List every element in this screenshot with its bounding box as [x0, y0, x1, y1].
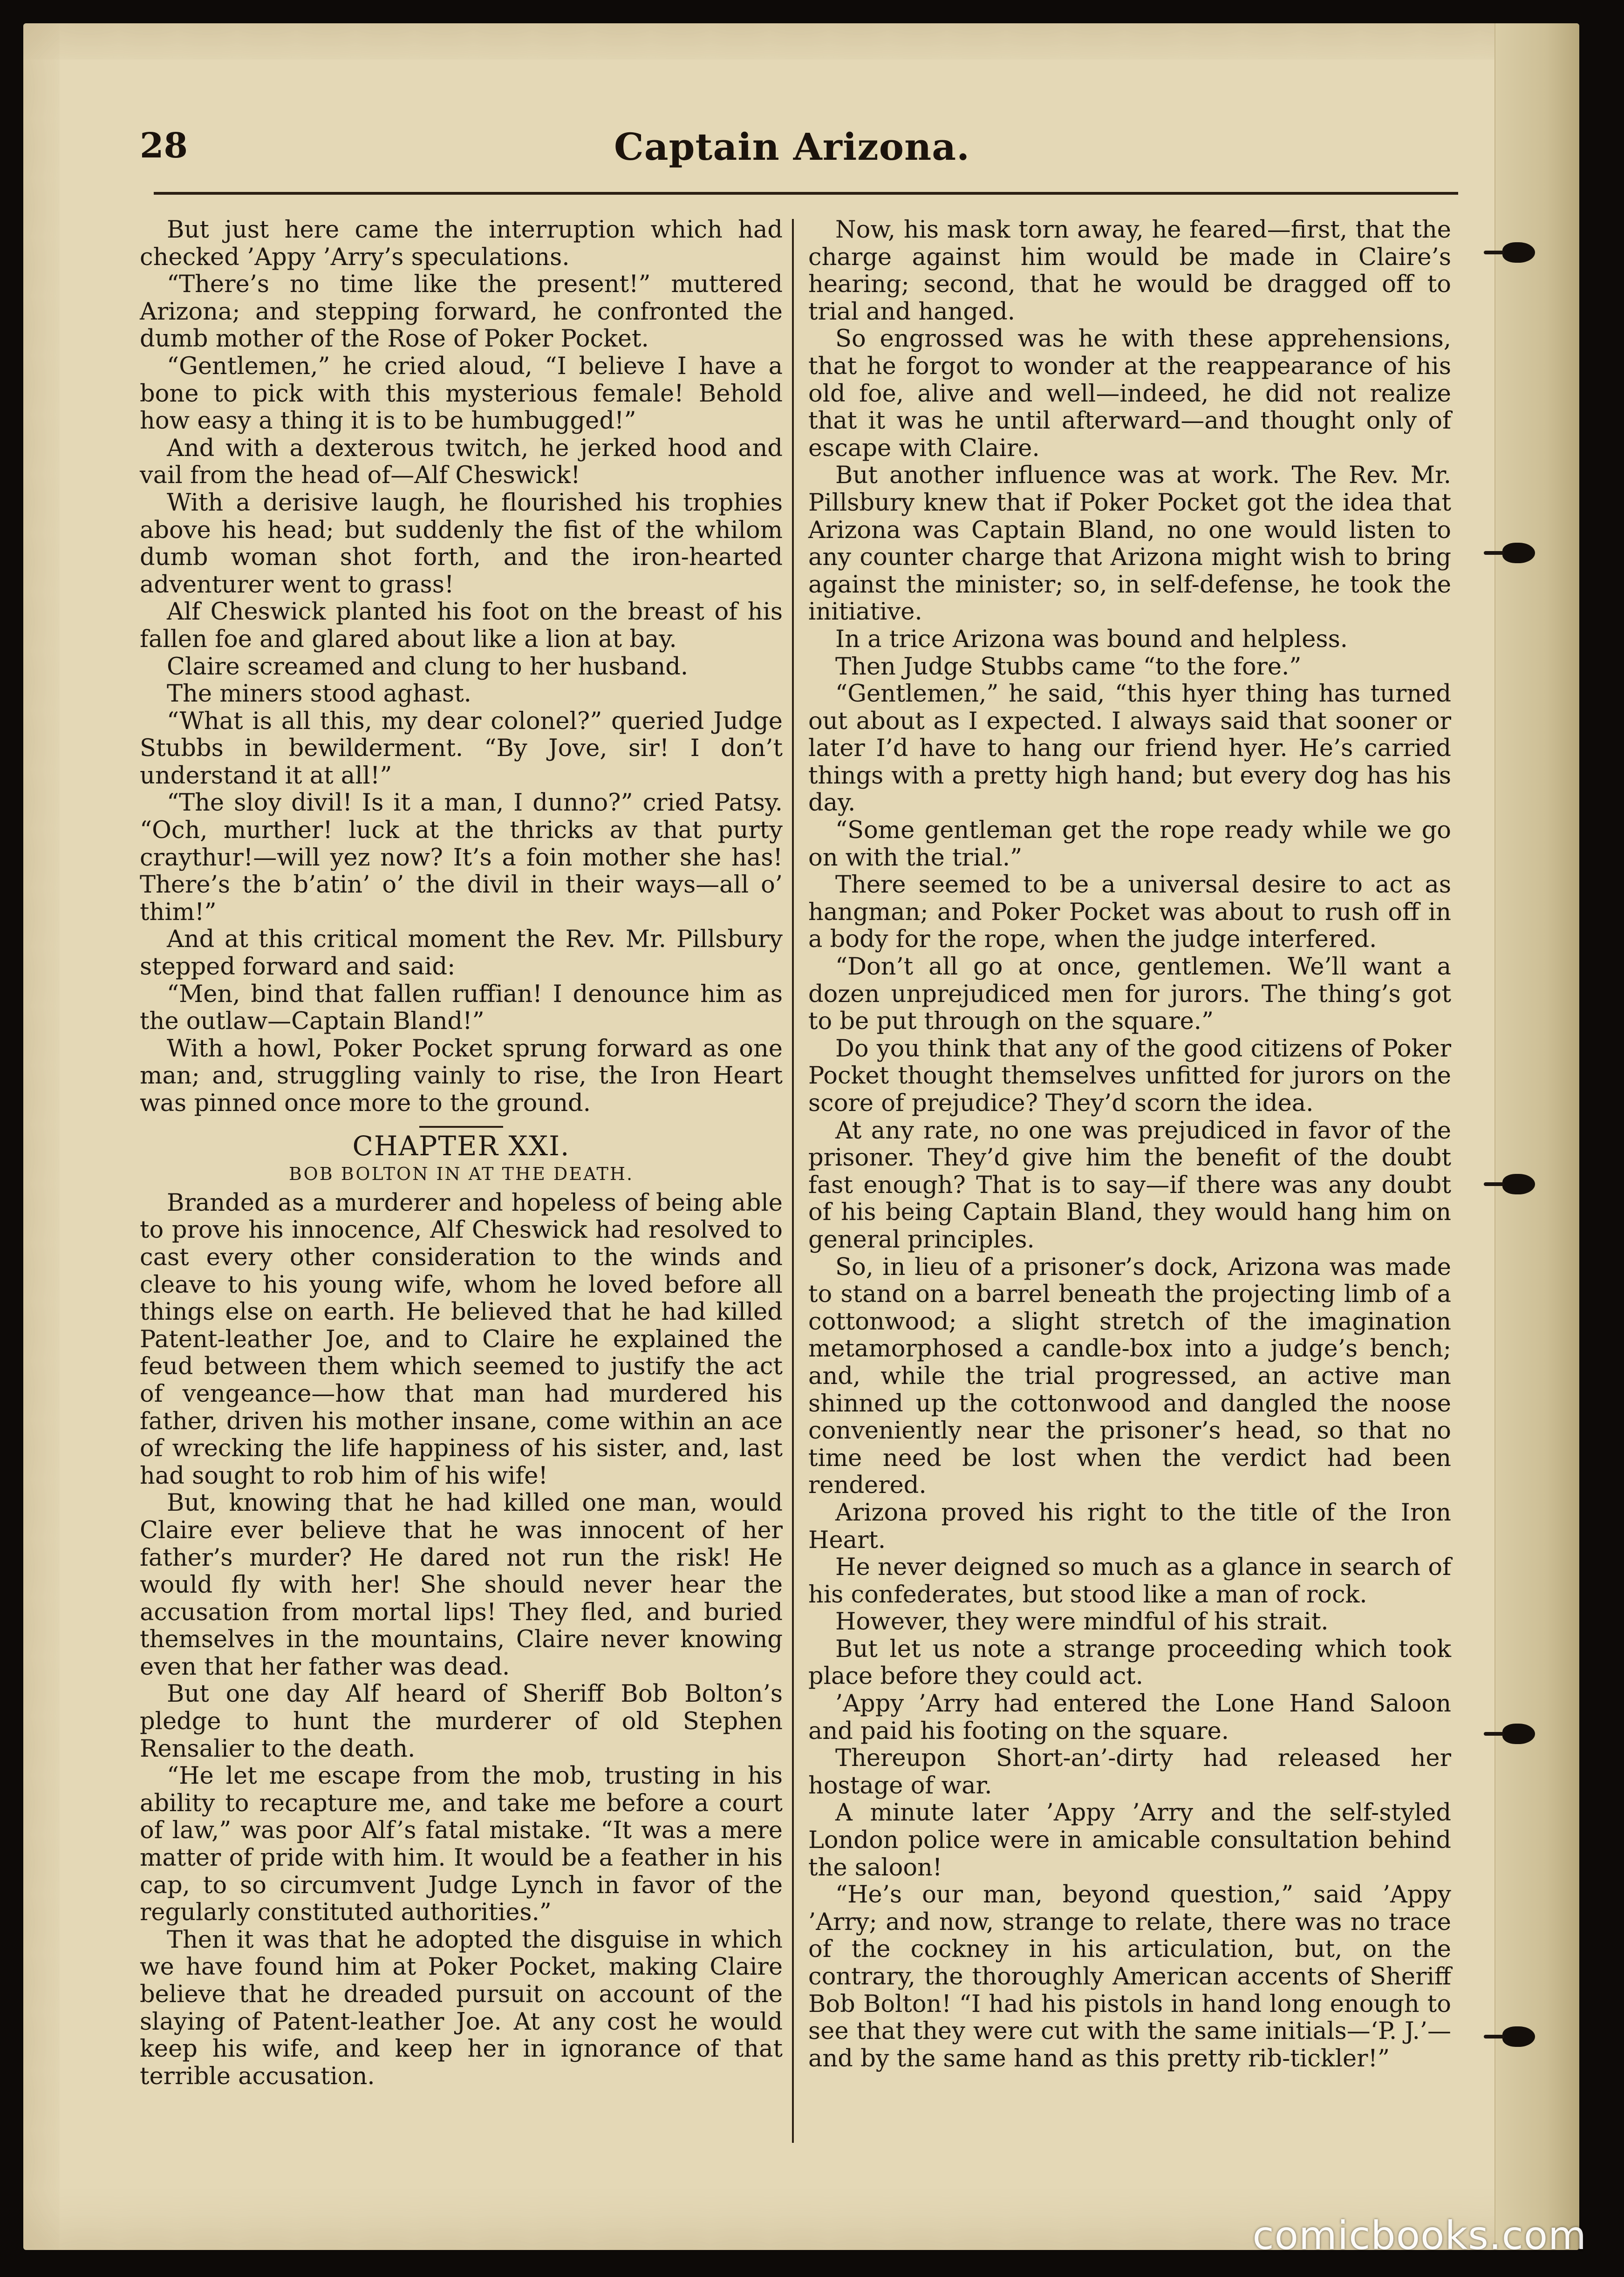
- paragraph: But just here came the interruption which had checked ’Appy ’Arry’s speculations.: [140, 216, 783, 271]
- paragraph: He never deigned so much as a glance in search of his confederates, but stood like a man of rock.: [808, 1554, 1451, 1609]
- binding-hole: [1502, 543, 1535, 563]
- paragraph: But, knowing that he had killed one man, would Claire ever believe that he was innocent of her father’s murder? He dared not run the risk! He would fly with her! She should never hear the accusation from mortal lips! They fled, and buried themselves in the mountains, Claire never knowing even that her father was dead.: [140, 1489, 783, 1681]
- paragraph: “Gentlemen,” he said, “this hyer thing has turned out about as I expected. I always said that sooner or later I’d have to hang our friend hyer. He’s carried things with a pretty high hand; but every dog has his day.: [808, 680, 1451, 817]
- paragraph: “There’s no time like the present!” muttered Arizona; and stepping forward, he confronted the dumb mother of the Rose of Poker Pocket.: [140, 271, 783, 353]
- chapter-title: CHAPTER XXI.: [352, 1130, 570, 1162]
- paragraph: Arizona proved his right to the title of the Iron Heart.: [808, 1499, 1451, 1554]
- left-column: [140, 217, 783, 2182]
- right-column: [808, 217, 1451, 2182]
- paragraph: Then it was that he adopted the disguise in which we have found him at Poker Pocket, making Claire believe that he dreaded pursuit on account of the slaying of Patent-leather Joe. At any cost he would keep his wife, and keep her in ignorance of that terrible accusation.: [140, 1926, 783, 2090]
- paragraph: “Don’t all go at once, gentlemen. We’ll want a dozen unprejudiced men for jurors. The thing’s got to be put through on the square.”: [808, 953, 1451, 1036]
- binding-hole: [1502, 1174, 1535, 1194]
- paragraph: Do you think that any of the good citizens of Poker Pocket thought themselves unfitted for jurors on the score of prejudice? They’d scorn the idea.: [808, 1035, 1451, 1117]
- paragraph: At any rate, no one was prejudiced in favor of the prisoner. They’d give him the benefit of the doubt fast enough? That is to say—if there was any doubt of his being Captain Bland, they would hang him on general principles.: [808, 1117, 1451, 1254]
- paragraph: But let us note a strange proceeding which took place before they could act.: [808, 1635, 1451, 1691]
- binding-hole: [1502, 2026, 1535, 2047]
- watermark: comicbooks.com: [1252, 2213, 1587, 2258]
- chapter-rule: [419, 1126, 503, 1128]
- paragraph: So engrossed was he with these apprehensions, that he forgot to wonder at the reappearance of his old foe, alive and well—indeed, he did not realize that it was he until afterward—and thought only of escape with Claire.: [808, 325, 1451, 462]
- paragraph: Then Judge Stubbs came “to the fore.”: [835, 653, 1302, 681]
- page-right-edge: [1494, 23, 1579, 2250]
- paragraph: “Men, bind that fallen ruffian! I denounce him as the outlaw—Captain Bland!”: [140, 980, 783, 1036]
- running-title: Captain Arizona.: [614, 125, 970, 169]
- page-header: [126, 121, 1458, 182]
- paragraph: But another influence was at work. The Rev. Mr. Pillsbury knew that if Poker Pocket got the idea that Arizona was Captain Bland, no one would listen to any counter charge that Arizona might wish to bring against the minister; so, in self-defense, he took the initiative.: [808, 462, 1451, 626]
- paragraph: Thereupon Short-an’-dirty had released her hostage of war.: [808, 1745, 1451, 1800]
- page-number: 28: [140, 126, 188, 166]
- paragraph: “The sloy divil! Is it a man, I dunno?” cried Patsy. “Och, murther! luck at the thricks av that purty craythur!—will yez now? It’s a foin mother she has! There’s the b’atin’ o’ the divil in their ways—all o’ thim!”: [140, 789, 783, 926]
- paragraph: With a howl, Poker Pocket sprung forward as one man; and, struggling vainly to rise, the Iron Heart was pinned once more to the ground.: [140, 1035, 783, 1117]
- paragraph: “Gentlemen,” he cried aloud, “I believe I have a bone to pick with this mysterious female! Behold how easy a thing it is to be humbugged!”: [140, 352, 783, 435]
- paragraph: Branded as a murderer and hopeless of being able to prove his innocence, Alf Cheswick had resolved to cast every other consideration to the winds and cleave to his young wife, whom he loved before all things else on earth. He believed that he had killed Patent-leather Joe, and to Claire he explained the feud between them which seemed to justify the act of vengeance—how that man had murdered his father, driven his mother insane, come within an ace of wrecking the life happiness of his sister, and, last had sought to rob him of his wife!: [140, 1189, 783, 1490]
- chapter-paragraphs: [140, 1190, 783, 2091]
- paragraph: “He let me escape from the mob, trusting in his ability to recapture me, and take me before a court of law,” was poor Alf’s fatal mistake. “It was a mere matter of pride with him. It would be a feather in his cap, to so circumvent Judge Lynch in favor of the regularly constituted authorities.”: [140, 1762, 783, 1927]
- binding-hole: [1502, 1724, 1535, 1744]
- paragraph: ’Appy ’Arry had entered the Lone Hand Saloon and paid his footing on the square.: [808, 1690, 1451, 1745]
- right-column-paragraphs: [808, 217, 1451, 2072]
- paragraph: Now, his mask torn away, he feared—first, that the charge against him would be made in Claire’s hearing; second, that he would be dragged off to trial and hanged.: [808, 216, 1451, 326]
- paragraph: “He’s our man, beyond question,” said ’Appy ’Arry; and now, strange to relate, there was no trace of the cockney in his articulation, but, on the contrary, the thoroughly American accents of Sheriff Bob Bolton! “I had his pistols in hand long enough to see that they were cut with the same initials—‘P. J.’—and by the same hand as this pretty rib-tickler!”: [808, 1881, 1451, 2072]
- paragraph: And with a dexterous twitch, he jerked hood and vail from the head of—Alf Cheswick!: [140, 434, 783, 490]
- paragraph: In a trice Arizona was bound and helpless.: [835, 625, 1348, 653]
- paragraph: There seemed to be a universal desire to act as hangman; and Poker Pocket was about to rush off in a body for the rope, when the judge interfered.: [808, 871, 1451, 954]
- paragraph: And at this critical moment the Rev. Mr. Pillsbury stepped forward and said:: [140, 926, 783, 981]
- paragraph: But one day Alf heard of Sheriff Bob Bolton’s pledge to hunt the murderer of old Stephen Rensalier to the death.: [140, 1680, 783, 1763]
- paragraph: A minute later ’Appy ’Arry and the self-styled London police were in amicable consultation behind the saloon!: [808, 1799, 1451, 1882]
- column-divider: [792, 219, 794, 2143]
- left-column-paragraphs: [140, 217, 783, 1118]
- paragraph: Claire screamed and clung to her husband.: [167, 653, 689, 681]
- paragraph: “What is all this, my dear colonel?” queried Judge Stubbs in bewilderment. “By Jove, sir! I don’t understand it at all!”: [140, 707, 783, 790]
- header-rule: [154, 192, 1458, 195]
- paragraph: So, in lieu of a prisoner’s dock, Arizona was made to stand on a barrel beneath the projecting limb of a cottonwood; a slight stretch of the imagination metamorphosed a candle-box into a judge’s bench; and, while the trial progressed, an active man shinned up the cottonwood and dangled the noose conveniently near the prisoner’s head, so that no time need be lost when the verdict had been rendered.: [808, 1253, 1451, 1500]
- paragraph: Alf Cheswick planted his foot on the breast of his fallen foe and glared about like a lion at bay.: [140, 598, 783, 653]
- binding-hole: [1502, 242, 1535, 263]
- paragraph: The miners stood aghast.: [167, 680, 471, 708]
- paragraph: However, they were mindful of his strait.: [835, 1608, 1329, 1636]
- paragraph: “Some gentleman get the rope ready while we go on with the trial.”: [808, 817, 1451, 872]
- chapter-subtitle: BOB BOLTON IN AT THE DEATH.: [288, 1164, 634, 1185]
- paragraph: With a derisive laugh, he flourished his trophies above his head; but suddenly the fist of the whilom dumb woman shot forth, and the iron-hearted adventurer went to grass!: [140, 489, 783, 599]
